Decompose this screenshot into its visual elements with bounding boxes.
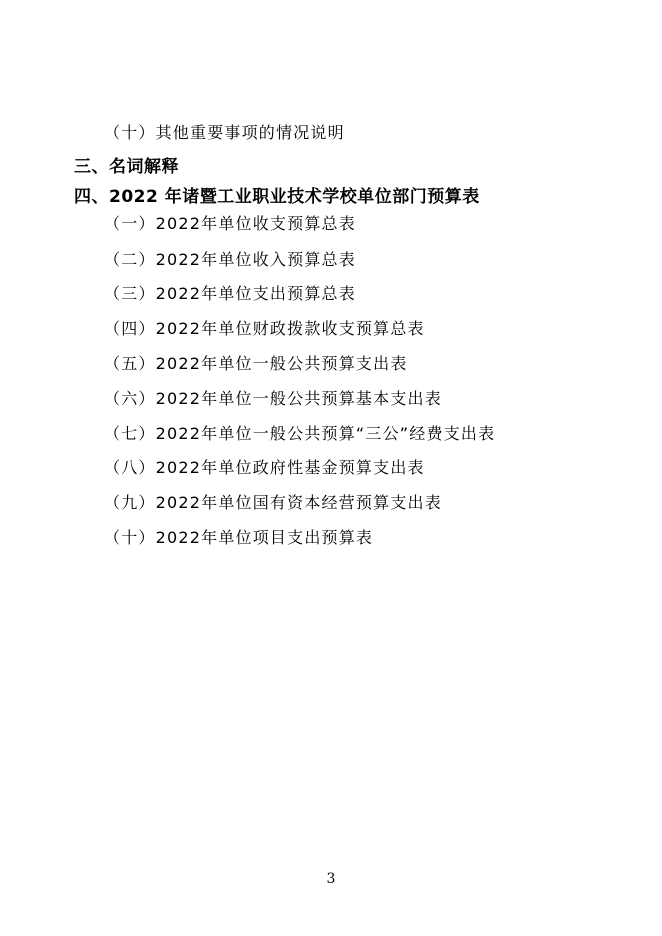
section-heading-glossary: 三、名词解释	[74, 157, 179, 177]
table-list-item-5: （五）2022年单位一般公共预算支出表	[104, 354, 408, 373]
table-list-item-3: （三）2022年单位支出预算总表	[104, 284, 356, 303]
table-list-item-4: （四）2022年单位财政拨款收支预算总表	[104, 319, 425, 338]
table-list-item-7: （七）2022年单位一般公共预算“三公”经费支出表	[104, 424, 496, 443]
table-list-item-2: （二）2022年单位收入预算总表	[104, 250, 356, 269]
page-number: 3	[326, 871, 336, 887]
table-list-item-6: （六）2022年单位一般公共预算基本支出表	[104, 389, 442, 408]
table-list-item-9: （九）2022年单位国有资本经营预算支出表	[104, 493, 442, 512]
section-heading-budget-tables: 四、2022 年诸暨工业职业技术学校单位部门预算表	[74, 187, 480, 207]
table-list-item-8: （八）2022年单位政府性基金预算支出表	[104, 458, 425, 477]
table-list-item-10: （十）2022年单位项目支出预算表	[104, 528, 374, 547]
table-list-item-1: （一）2022年单位收支预算总表	[104, 214, 356, 233]
item-other-important-matters: （十）其他重要事项的情况说明	[104, 123, 345, 142]
